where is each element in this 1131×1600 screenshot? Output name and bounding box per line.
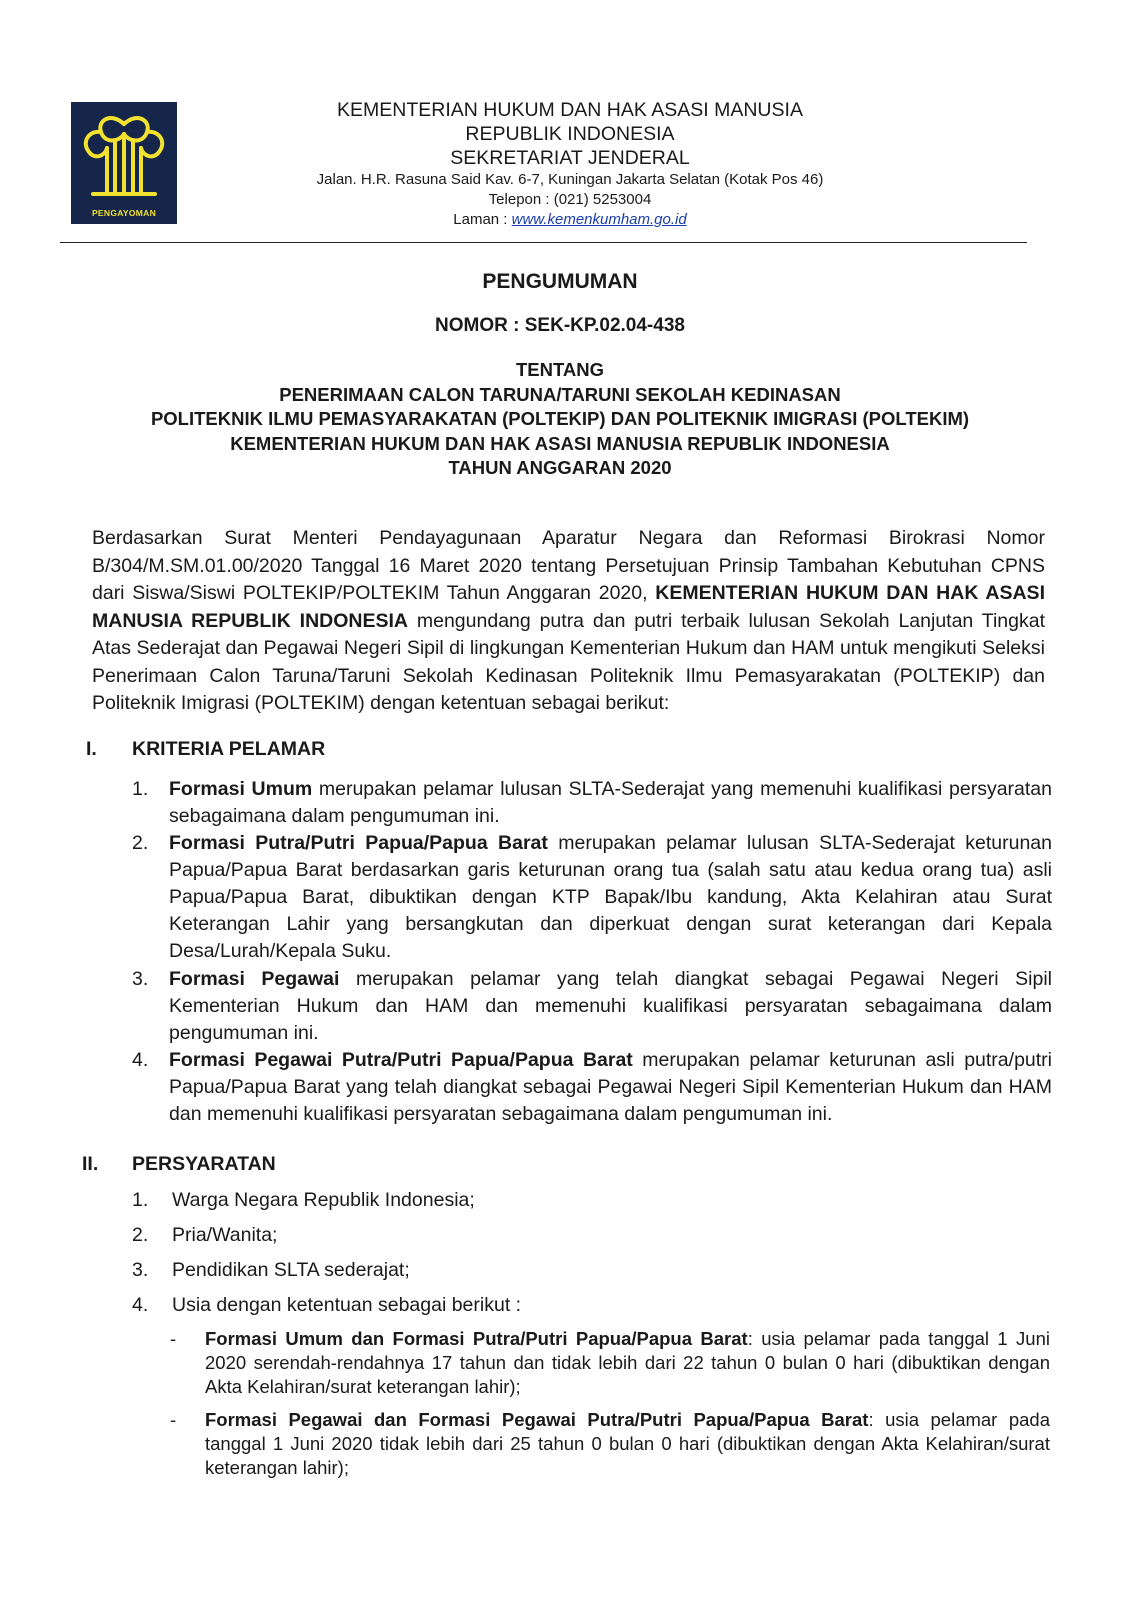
subject-line-4: TAHUN ANGGARAN 2020	[448, 457, 672, 478]
ministry-name: KEMENTERIAN HUKUM DAN HAK ASASI MANUSIA	[337, 99, 803, 121]
subject-tentang: TENTANG	[515, 359, 605, 380]
item-bold: Formasi Umum	[169, 778, 313, 800]
intro-bold: KEMENTERIAN HUKUM DAN HAK ASASI MANUSIA REPUBLIK INDONESIA	[92, 582, 1045, 632]
item-number: 4.	[132, 1049, 149, 1071]
subject-line-1: PENERIMAAN CALON TARUNA/TARUNI SEKOLAH KEDINASAN	[279, 383, 841, 405]
address: Jalan. H.R. Rasuna Said Kav. 6-7, Kuningan Jakarta Selatan (Kotak Pos 46)	[316, 171, 824, 188]
republic-name: REPUBLIK INDONESIA	[465, 123, 675, 145]
item-number: 2.	[132, 832, 149, 854]
dash-bullet: -	[170, 1409, 177, 1430]
item-text: merupakan pelamar yang telah diangkat sebagai Pegawai Negeri Sipil Kementerian Hukum dan HAM dan memenuhi kualifikasi persyaratan sebagaimana dalam pengumuman ini.	[169, 968, 1052, 1044]
sub-item-text: : usia pelamar pada tanggal 1 Juni 2020 serendah-rendahnya 17 tahun dan tidak lebih dari 22 tahun 0 bulan 0 hari (dibuktikan dengan Akta Kelahiran/surat keterangan lahir);	[205, 1328, 1050, 1397]
website-line	[200, 210, 940, 230]
item-text: Pendidikan SLTA sederajat;	[172, 1259, 410, 1281]
item-number: 1.	[132, 1189, 149, 1211]
item-number: 4.	[132, 1294, 149, 1316]
item-number: 3.	[132, 1259, 149, 1281]
subject-line-3: KEMENTERIAN HUKUM DAN HAK ASASI MANUSIA REPUBLIK INDONESIA	[230, 432, 890, 454]
item-text: merupakan pelamar keturunan asli putra/putri Papua/Papua Barat yang telah diangkat sebagai Pegawai Negeri Sipil Kementerian Hukum dan HAM dan memenuhi kualifikasi persyaratan sebagaimana dalam pengumuman ini.	[169, 1049, 1052, 1125]
item-text: Usia dengan ketentuan sebagai berikut :	[172, 1294, 522, 1316]
item-number: 3.	[132, 968, 149, 990]
item-text: merupakan pelamar lulusan SLTA-Sederajat keturunan Papua/Papua Barat berdasarkan garis keturunan orang tua (salah satu atau kedua orang tua) asli Papua/Papua Barat, dibuktikan dengan KTP Bapak/Ibu kandung, Akta Kelahiran atau Surat Keterangan Lahir yang bersangkutan dan diperkuat dengan surat keterangan dari Kepala Desa/Lurah/Kepala Suku.	[169, 832, 1052, 962]
announcement-number: NOMOR : SEK-KP.02.04-438	[435, 315, 685, 336]
dash-bullet: -	[170, 1328, 177, 1349]
item-bold: Formasi Putra/Putri Papua/Papua Barat	[169, 832, 548, 854]
item-text: Pria/Wanita;	[172, 1224, 278, 1246]
intro-text-1: Berdasarkan Surat Menteri Pendayagunaan Aparatur Negara dan Reformasi Birokrasi Nomor B/304/M.SM.01.00/2020 Tanggal 16 Maret 2020 tentang Persetujuan Prinsip Tambahan Kebutuhan CPNS dari Siswa/Siswi POLTEKIP/POLTEKIM Tahun Anggaran 2020,	[92, 527, 1045, 604]
sub-item-bold: Formasi Pegawai dan Formasi Pegawai Putra/Putri Papua/Papua Barat	[205, 1409, 869, 1430]
secretariat-name: SEKRETARIAT JENDERAL	[450, 147, 690, 169]
announcement-heading: PENGUMUMAN	[482, 270, 638, 293]
letterhead-divider	[60, 242, 1027, 243]
item-bold: Formasi Pegawai	[169, 968, 340, 990]
website-label: Laman :	[453, 211, 512, 228]
pengayoman-tree-icon	[71, 102, 177, 224]
website-link[interactable]: www.kemenkumham.go.id	[511, 211, 687, 228]
ministry-logo	[71, 102, 177, 224]
letterhead	[200, 98, 940, 230]
section-number: II.	[82, 1153, 99, 1175]
item-number: 2.	[132, 1224, 149, 1246]
item-number: 1.	[132, 778, 149, 800]
intro-paragraph	[92, 525, 1045, 718]
phone: Telepon : (021) 5253004	[488, 191, 652, 208]
item-text: Warga Negara Republik Indonesia;	[172, 1189, 475, 1211]
section-title: PERSYARATAN	[132, 1153, 276, 1175]
item-text: merupakan pelamar lulusan SLTA-Sederajat yang memenuhi kualifikasi persyaratan sebagaimana dalam pengumuman ini.	[169, 778, 1052, 827]
subject-line-2: POLITEKNIK ILMU PEMASYARAKATAN (POLTEKIP) DAN POLITEKNIK IMIGRASI (POLTEKIM)	[150, 408, 970, 429]
logo-caption: PENGAYOMAN	[91, 208, 157, 218]
intro-text-2: mengundang putra dan putri terbaik lulusan Sekolah Lanjutan Tingkat Atas Sederajat dan Pegawai Negeri Sipil di lingkungan Kementerian Hukum dan HAM untuk mengikuti Seleksi Penerimaan Calon Taruna/Taruni Sekolah Kedinasan Politeknik Ilmu Pemasyarakatan (POLTEKIP) dan Politeknik Imigrasi (POLTEKIM) dengan ketentuan sebagai berikut:	[92, 609, 1045, 714]
section-title: KRITERIA PELAMAR	[132, 738, 326, 760]
sub-item-bold: Formasi Umum dan Formasi Putra/Putri Papua/Papua Barat	[205, 1328, 748, 1349]
item-bold: Formasi Pegawai Putra/Putri Papua/Papua Barat	[169, 1049, 633, 1071]
section-number: I.	[86, 738, 97, 760]
announcement-subject	[60, 358, 1060, 481]
sub-item-text: : usia pelamar pada tanggal 1 Juni 2020 tidak lebih dari 25 tahun 0 bulan 0 hari (dibuktikan dengan Akta Kelahiran/surat keterangan lahir);	[205, 1409, 1051, 1478]
